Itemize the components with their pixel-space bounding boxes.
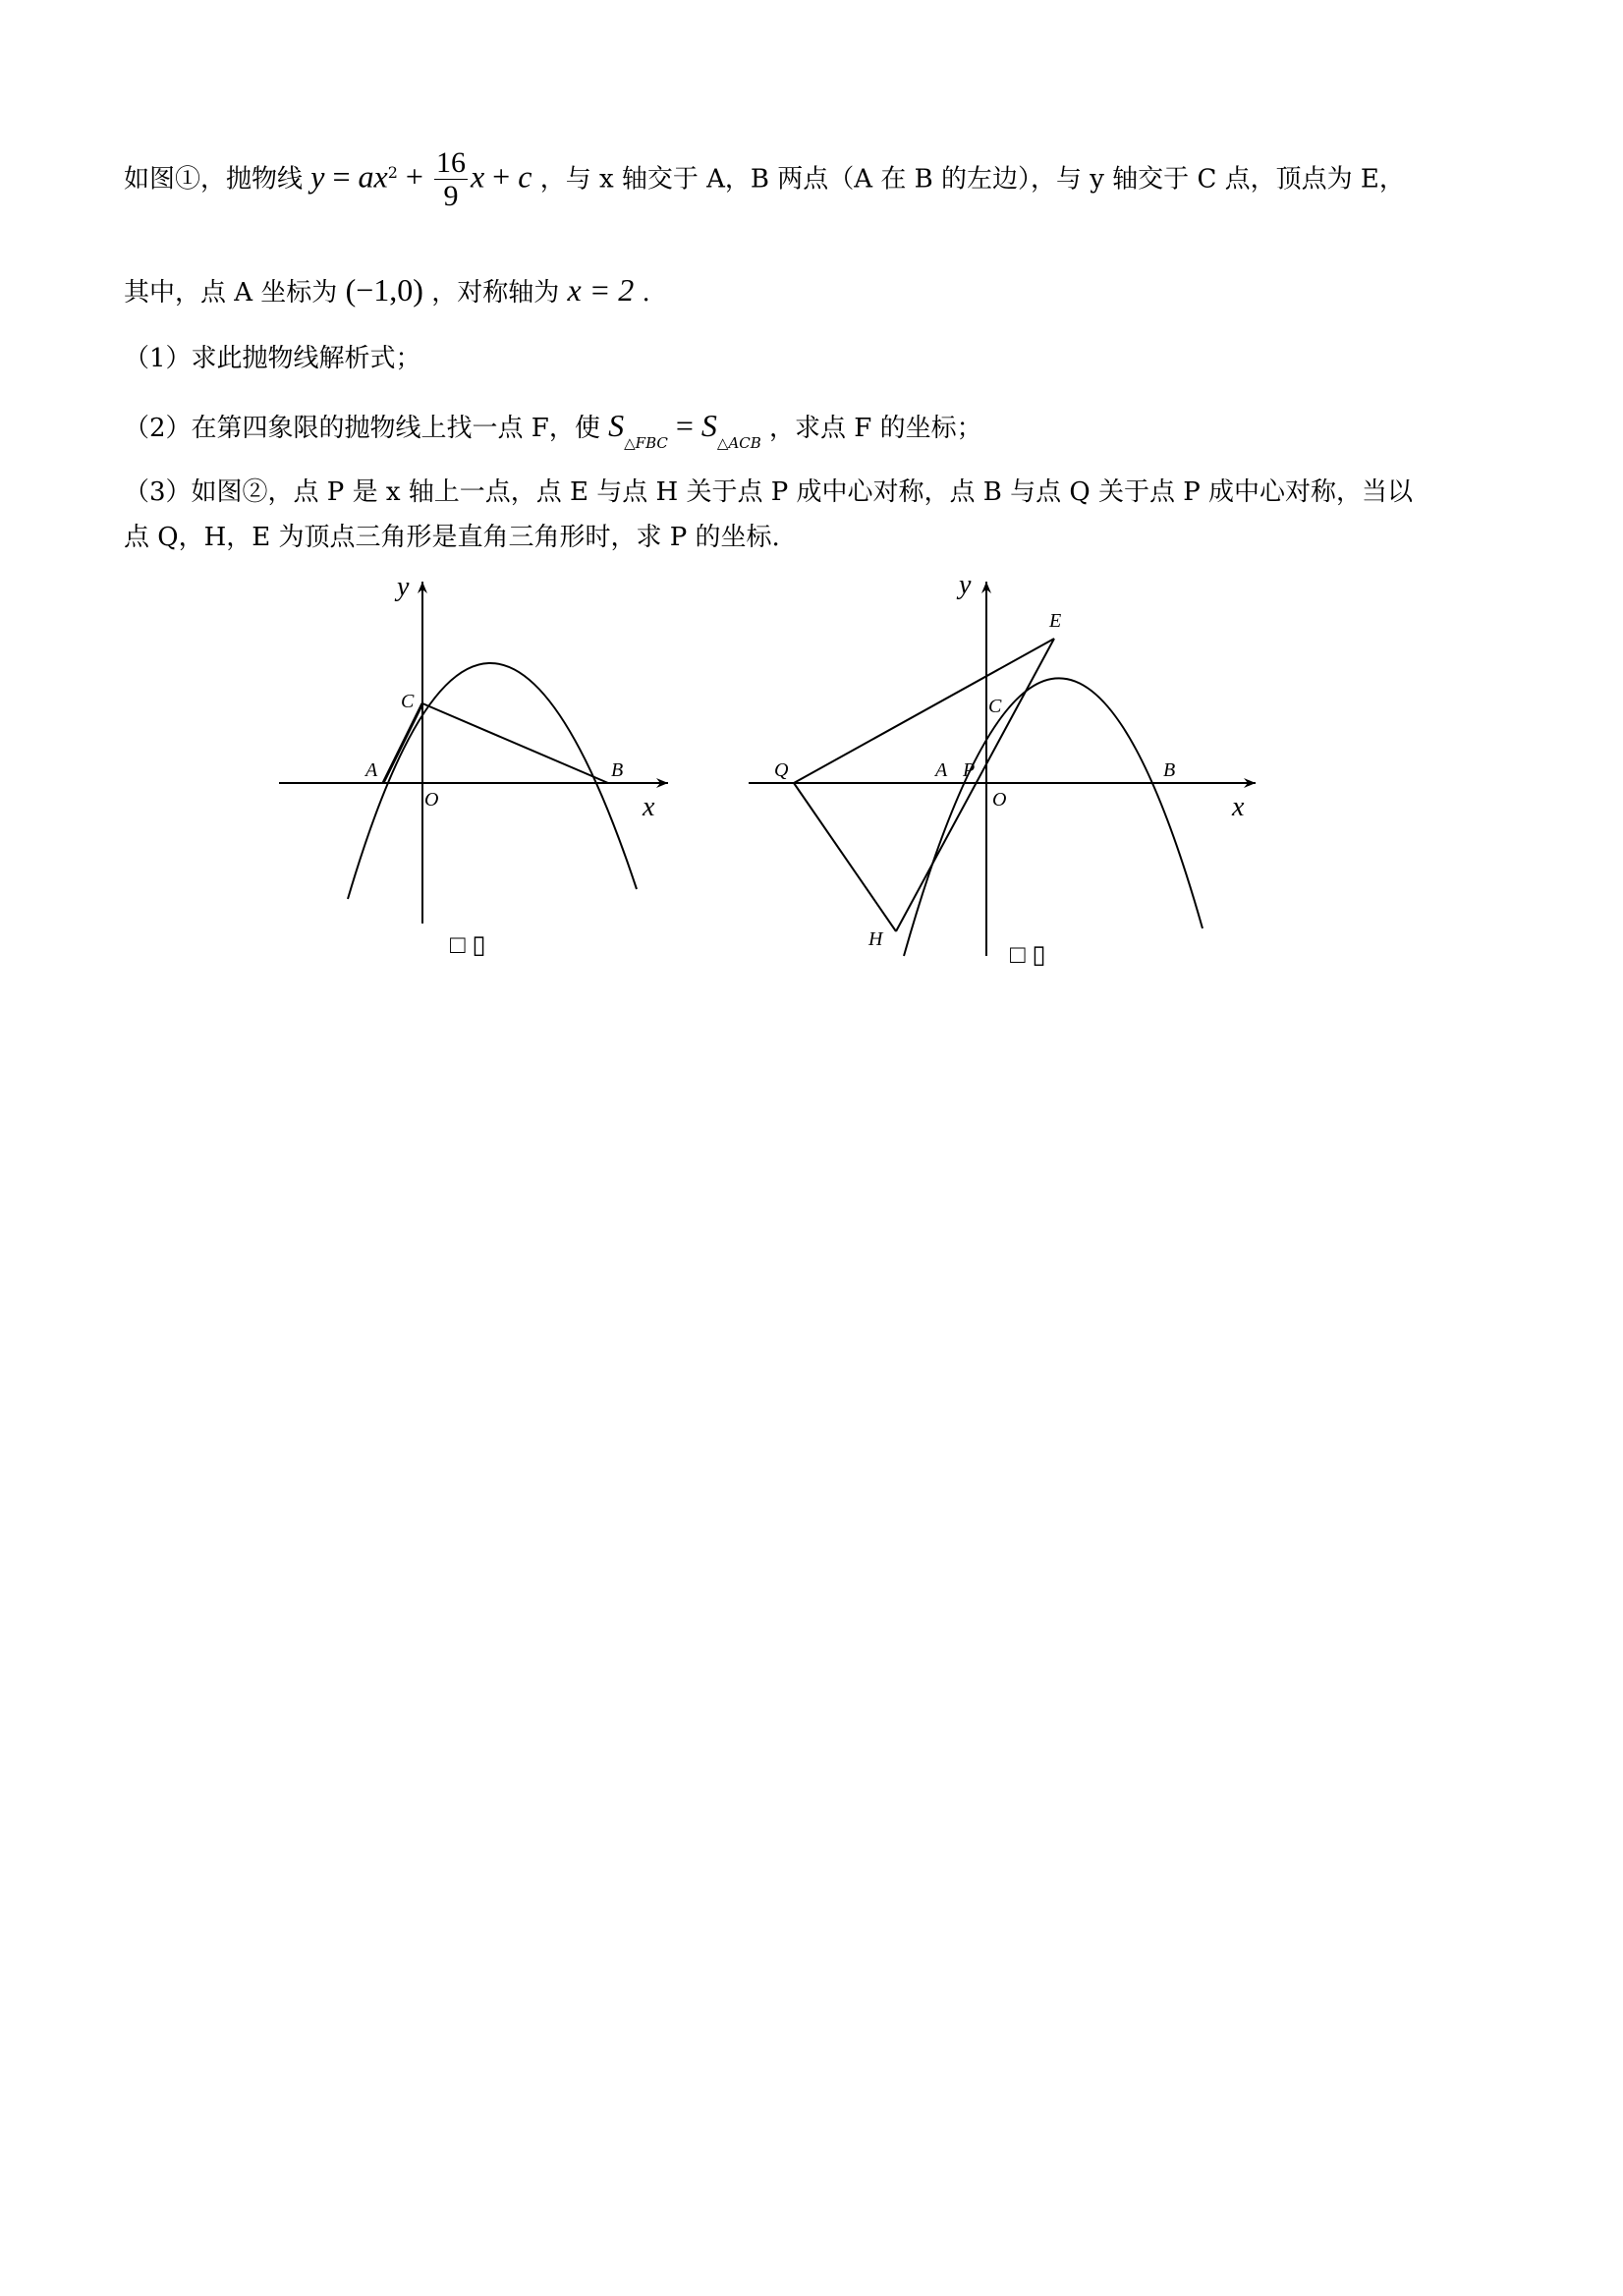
q2-area-s1: S (608, 408, 625, 443)
figure-2-caption: □ ▯ (1010, 940, 1046, 969)
figure-2-label-o: O (992, 789, 1007, 811)
figure-1-segment-ac (383, 703, 422, 783)
eq-y: y (310, 158, 325, 195)
eq-equals: = (324, 158, 359, 195)
figure-1-segment-cb (422, 703, 608, 783)
question-3-line-1: （3）如图②，点 P 是 x 轴上一点，点 E 与点 H 关于点 P 成中心对称，点 B 与点 Q 关于点 P 成中心对称，当以 (124, 477, 1413, 507)
figure-1-caption: □ ▯ (450, 930, 486, 959)
eq-fraction-denominator: 9 (443, 179, 459, 212)
line2-text-b: ，对称轴为 (431, 278, 560, 308)
figure-2-label-y: y (959, 570, 972, 600)
figure-1-label-y: y (397, 572, 410, 602)
figure-2-label-x: x (1232, 792, 1245, 822)
q2-area-sub1: △FBC (624, 434, 668, 453)
eq-x: x (470, 158, 485, 195)
figure-2-label-p: P (963, 759, 976, 781)
q2-area-s2: S (700, 408, 717, 443)
intro-text-a: 如图①，抛物线 (124, 164, 304, 195)
figure-2-label-c: C (988, 696, 1002, 717)
eq-fraction (434, 147, 468, 213)
problem-coordinate-line (124, 271, 650, 308)
line2-text-a: 其中，点 A 坐标为 (124, 278, 338, 308)
q2-area-sub2: △ACB (716, 434, 761, 453)
point-a-coordinate: (−1,0) (345, 272, 423, 308)
figure-1-label-x: x (643, 792, 655, 822)
question-3-line-2: 点 Q，H，E 为顶点三角形是直角三角形时，求 P 的坐标. (124, 523, 780, 552)
figure-2-segment-qh (794, 783, 896, 931)
figure-2-label-b: B (1163, 759, 1176, 781)
figure-2 (747, 570, 1277, 982)
q2-text-b: ，求点 F 的坐标； (769, 414, 982, 443)
eq-fraction-numerator: 16 (435, 146, 466, 179)
figure-2-label-h: H (868, 928, 883, 950)
q2-equals: = (667, 408, 701, 443)
eq-plus-2: + (484, 158, 519, 195)
figure-2-parabola (904, 678, 1203, 956)
eq-exponent: 2 (387, 162, 398, 182)
eq-ax: ax (358, 158, 388, 195)
figure-1-label-a: A (365, 759, 378, 781)
intro-text-b: ，与 x 轴交于 A，B 两点（A 在 B 的左边），与 y 轴交于 C 点，顶点为 E， (539, 164, 1405, 195)
question-2 (124, 407, 982, 453)
figure-1-label-c: C (401, 691, 415, 712)
line2-text-c: . (642, 278, 650, 308)
figure-1-label-b: B (611, 759, 624, 781)
figure-1 (265, 570, 698, 982)
eq-c: c (518, 158, 532, 195)
question-1: （1）求此抛物线解析式； (124, 344, 421, 373)
q2-text-a: （2）在第四象限的抛物线上找一点 F，使 (124, 414, 600, 443)
figure-2-label-e: E (1049, 610, 1062, 632)
problem-intro-line (124, 147, 1405, 213)
eq-plus-1: + (397, 158, 431, 195)
figure-1-parabola (348, 663, 637, 899)
figure-1-label-o: O (424, 789, 439, 811)
figure-2-label-a: A (935, 759, 948, 781)
symmetry-axis: x = 2 (567, 272, 635, 308)
figure-2-label-q: Q (774, 759, 789, 781)
